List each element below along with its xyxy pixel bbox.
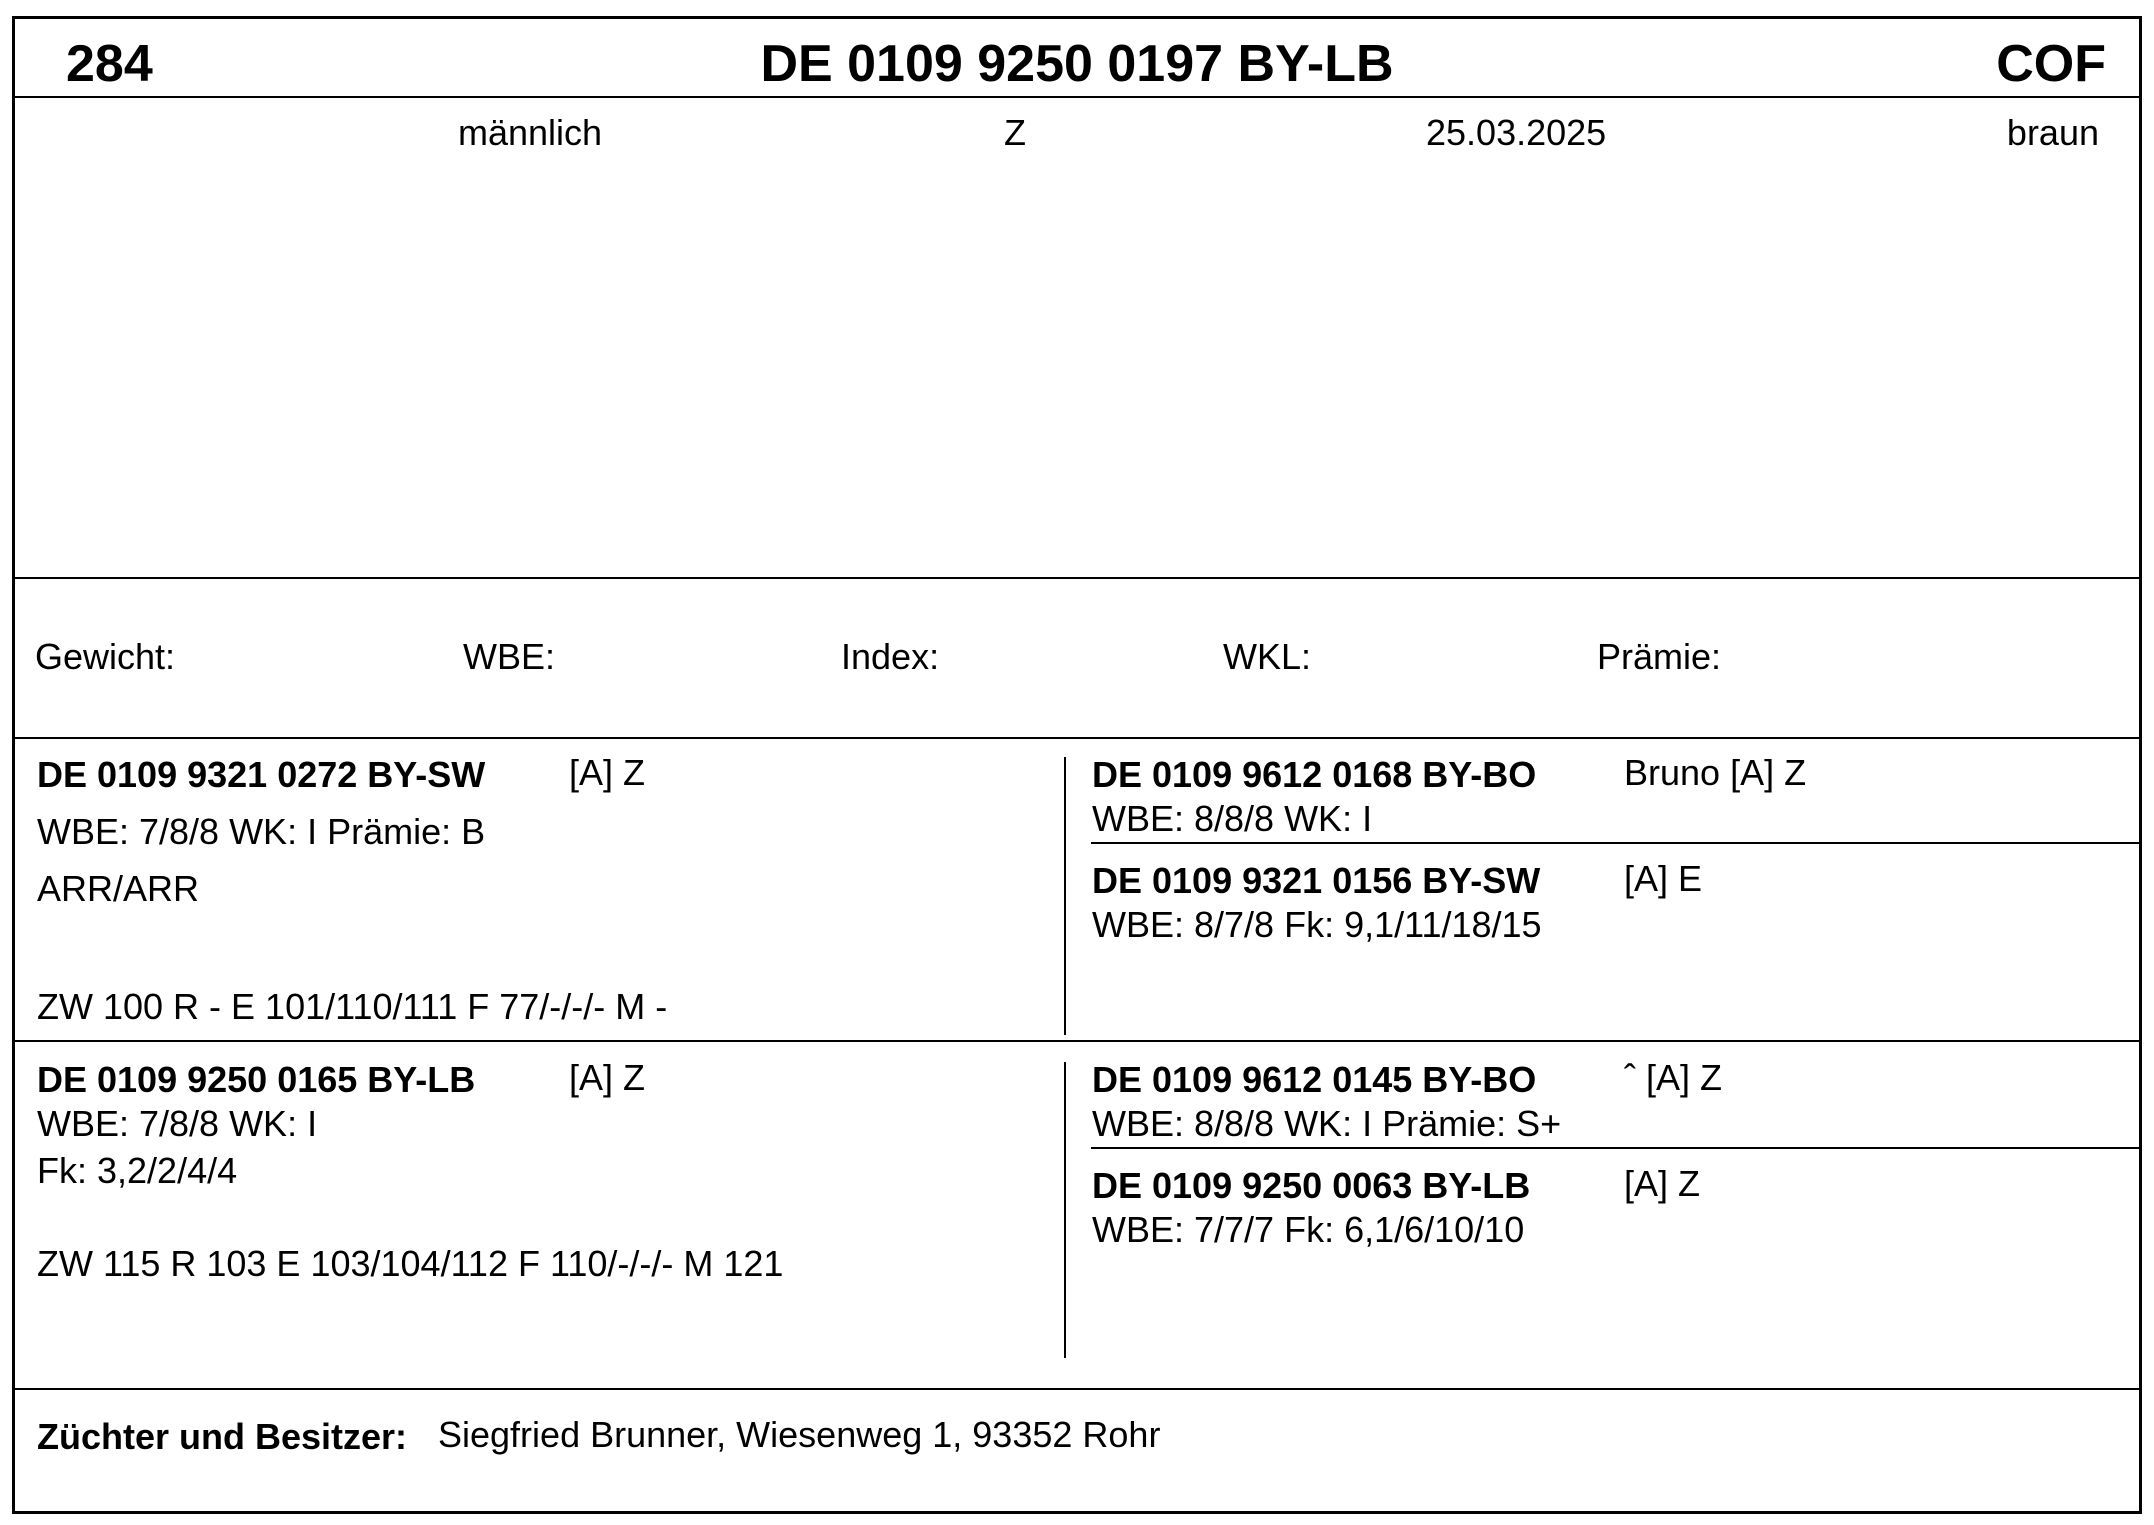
dam-mother-tags: [A] Z [1624, 1163, 1701, 1204]
dam-father-id: DE 0109 9612 0145 BY-BO [1092, 1059, 1537, 1100]
wbe-label: WBE: [463, 636, 556, 677]
sire-mother-tags: [A] E [1624, 858, 1703, 899]
animal-card [12, 16, 2142, 1514]
column-divider [1064, 757, 1066, 1035]
dam-tags: [A] Z [569, 1057, 646, 1098]
sire-breeding-values: ZW 100 R - E 101/110/111 F 77/-/-/- M - [37, 986, 668, 1027]
weight-label: Gewicht: [35, 636, 176, 677]
divider [15, 737, 2139, 739]
breed-code: Z [1004, 112, 1026, 153]
dam-father-evaluation: WBE: 8/8/8 WK: I Prämie: S+ [1092, 1103, 1562, 1144]
breeder-owner-label: Züchter und Besitzer: [37, 1416, 408, 1457]
dam-inbreeding: Fk: 3,2/2/4/4 [37, 1150, 238, 1191]
color-value: braun [2006, 112, 2099, 153]
divider [1091, 1147, 2139, 1149]
animal-id: DE 0109 9250 0197 BY-LB [760, 35, 1394, 93]
dam-father-tags: ˆ [A] Z [1624, 1057, 1722, 1098]
status-code: COF [1996, 35, 2106, 93]
birth-date: 25.03.2025 [1426, 112, 1607, 153]
catalog-number: 284 [66, 35, 153, 93]
sire-genotype: ARR/ARR [37, 868, 200, 909]
dam-mother-id: DE 0109 9250 0063 BY-LB [1092, 1165, 1531, 1206]
sire-tags: [A] Z [569, 752, 646, 793]
sire-father-tags: Bruno [A] Z [1624, 752, 1807, 793]
breeder-owner-value: Siegfried Brunner, Wiesenweg 1, 93352 Rohr [438, 1414, 1161, 1455]
sire-father-id: DE 0109 9612 0168 BY-BO [1092, 754, 1537, 795]
divider [15, 96, 2139, 98]
index-label: Index: [841, 636, 940, 677]
sire-mother-id: DE 0109 9321 0156 BY-SW [1092, 860, 1541, 901]
wkl-label: WKL: [1223, 636, 1312, 677]
divider [1091, 842, 2139, 844]
sex-value: männlich [458, 112, 603, 153]
divider [15, 577, 2139, 579]
sire-mother-evaluation: WBE: 8/7/8 Fk: 9,1/11/18/15 [1092, 904, 1542, 945]
divider [15, 1040, 2139, 1042]
sire-evaluation: WBE: 7/8/8 WK: I Prämie: B [37, 811, 486, 852]
premium-label: Prämie: [1597, 636, 1722, 677]
sire-id: DE 0109 9321 0272 BY-SW [37, 754, 486, 795]
dam-evaluation: WBE: 7/8/8 WK: I [37, 1103, 318, 1144]
dam-id: DE 0109 9250 0165 BY-LB [37, 1059, 476, 1100]
dam-breeding-values: ZW 115 R 103 E 103/104/112 F 110/-/-/- M 121 [37, 1243, 784, 1284]
sire-father-evaluation: WBE: 8/8/8 WK: I [1092, 798, 1373, 839]
column-divider [1064, 1062, 1066, 1358]
divider [15, 1388, 2139, 1390]
dam-mother-evaluation: WBE: 7/7/7 Fk: 6,1/6/10/10 [1092, 1209, 1525, 1250]
